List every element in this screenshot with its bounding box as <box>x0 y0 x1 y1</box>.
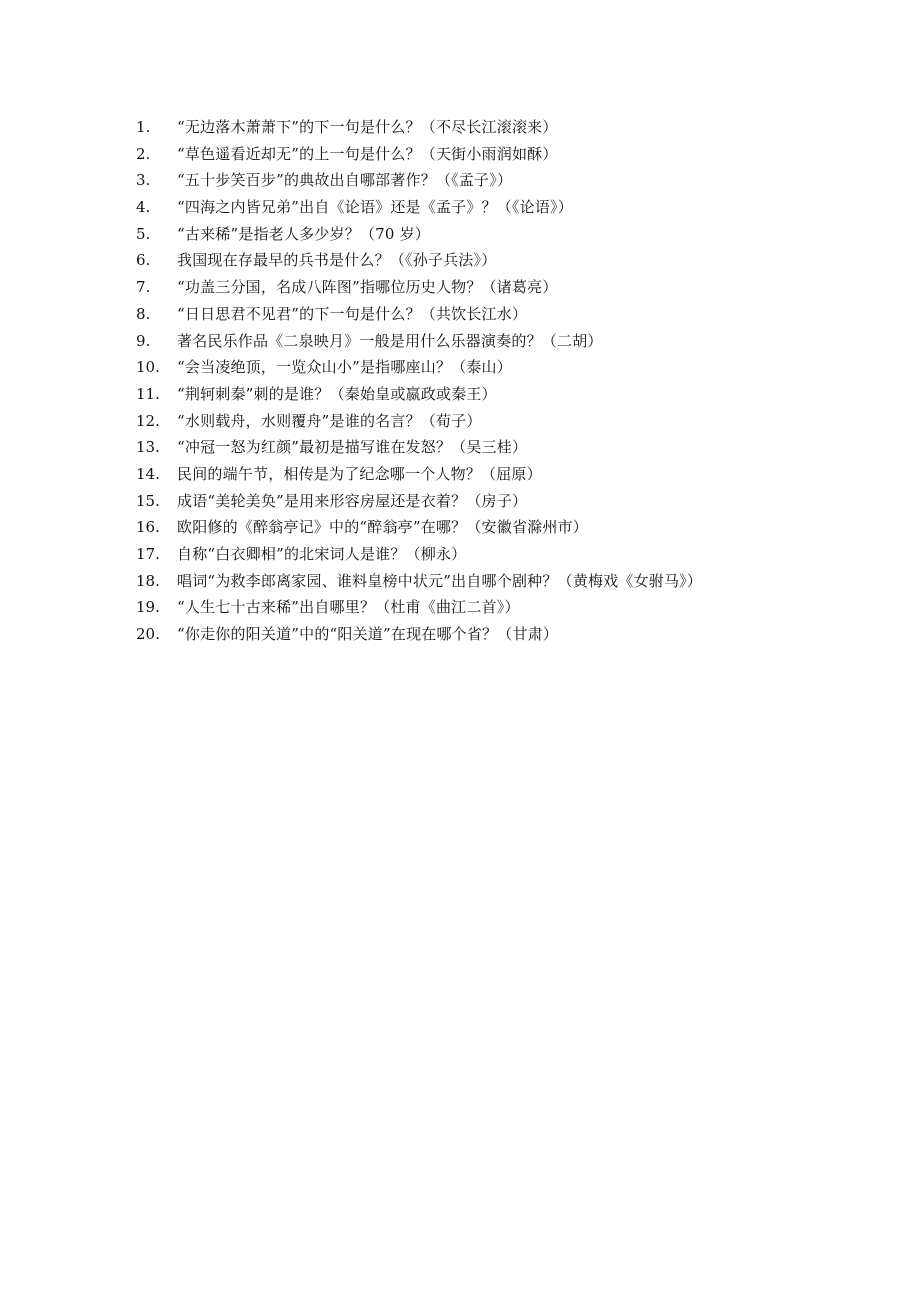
item-number: 12. <box>136 411 160 430</box>
list-item <box>136 114 896 141</box>
item-number: 10. <box>136 358 160 377</box>
item-number: 18. <box>136 571 160 590</box>
list-item <box>136 514 896 541</box>
item-number: 14. <box>136 464 160 483</box>
item-text: “功盖三分国，名成八阵图”指哪位历史人物？（诸葛亮） <box>177 278 558 297</box>
item-text: “你走你的阳关道”中的“阳关道”在现在哪个省？（甘肃） <box>177 625 559 644</box>
list-item <box>136 247 896 274</box>
item-text: “荆轲刺秦”刺的是谁？（秦始皇或嬴政或秦王） <box>177 384 497 403</box>
list-item <box>136 488 896 515</box>
list-item <box>136 381 896 408</box>
list-item <box>136 541 896 568</box>
list-item <box>136 328 896 355</box>
item-number: 3. <box>136 171 151 190</box>
list-item <box>136 301 896 328</box>
item-text: “会当凌绝顶，一览众山小”是指哪座山？（泰山） <box>177 358 512 377</box>
item-text: “无边落木萧萧下”的下一句是什么？（不尽长江滚滚来） <box>177 118 558 136</box>
item-text: “人生七十古来稀”出自哪里？（杜甫《曲江二首》） <box>177 598 520 617</box>
item-text: 成语“美轮美奂”是用来形容房屋还是衣着？（房子） <box>177 491 528 510</box>
item-number: 15. <box>136 491 160 510</box>
item-number: 16. <box>136 518 160 537</box>
list-item <box>136 568 896 595</box>
item-text: 民间的端午节，相传是为了纪念哪一个人物？（屈原） <box>177 464 542 483</box>
list-item <box>136 594 896 621</box>
item-text: 欧阳修的《醉翁亭记》中的“醉翁亭”在哪？（安徽省滁州市） <box>177 518 588 537</box>
item-text: “古来稀”是指老人多少岁？（70 岁） <box>177 224 430 243</box>
item-text: “冲冠一怒为红颜”最初是描写谁在发怒？（吴三桂） <box>177 438 528 457</box>
item-number: 1. <box>136 118 151 136</box>
item-number: 9. <box>136 331 151 350</box>
item-number: 8. <box>136 304 151 323</box>
item-number: 20. <box>136 625 160 644</box>
list-item <box>136 141 896 168</box>
list-item <box>136 621 896 648</box>
list-item <box>136 434 896 461</box>
item-text: 我国现在存最早的兵书是什么？（《孙子兵法》） <box>177 251 497 270</box>
item-number: 2. <box>136 144 151 163</box>
list-item <box>136 274 896 301</box>
list-item <box>136 354 896 381</box>
item-text: 自称“白衣卿相”的北宋词人是谁？（柳永） <box>177 545 467 563</box>
item-text: “水则载舟，水则覆舟”是谁的名言？（荀子） <box>177 411 482 430</box>
list-item <box>136 194 896 221</box>
item-text: “四海之内皆兄弟”出自《论语》还是《孟子》？（《论语》） <box>177 198 573 217</box>
item-text: “草色遥看近却无”的上一句是什么？（天街小雨润如酥） <box>177 144 558 163</box>
item-text: 唱词“为救李郎离家园、谁料皇榜中状元”出自哪个剧种？（黄梅戏《女驸马》） <box>177 571 703 590</box>
item-text: “日日思君不见君”的下一句是什么？（共饮长江水） <box>177 304 528 323</box>
item-number: 6. <box>136 251 151 270</box>
question-list <box>136 114 896 648</box>
item-text: “五十步笑百步”的典故出自哪部著作？（《孟子》） <box>177 171 513 190</box>
list-item <box>136 408 896 435</box>
list-item <box>136 167 896 194</box>
item-number: 4. <box>136 198 151 217</box>
item-text: 著名民乐作品《二泉映月》一般是用什么乐器演奏的？（二胡） <box>177 331 603 350</box>
item-number: 13. <box>136 438 160 457</box>
item-number: 17. <box>136 545 160 563</box>
item-number: 19. <box>136 598 160 617</box>
item-number: 7. <box>136 278 151 297</box>
item-number: 11. <box>136 384 160 403</box>
item-number: 5. <box>136 224 151 243</box>
list-item <box>136 221 896 248</box>
list-item <box>136 461 896 488</box>
